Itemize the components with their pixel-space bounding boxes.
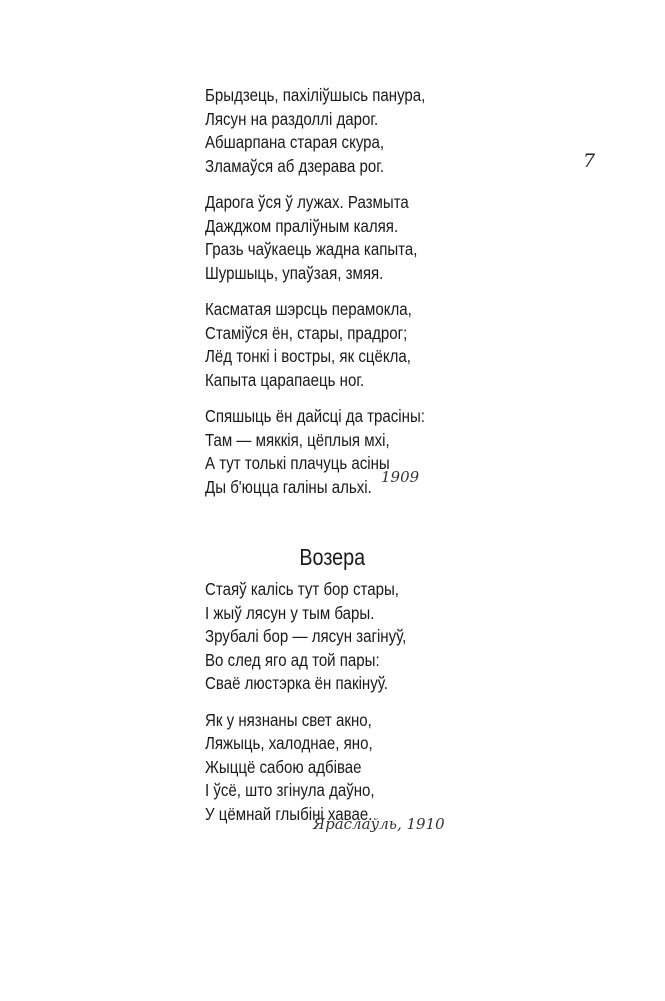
- verse-line: Ды б'юцца галіны альхі.: [205, 476, 372, 497]
- verse-line: Абшарпана старая скура,: [205, 132, 385, 152]
- verse-line: Дажджом праліўным каляя.: [205, 215, 399, 236]
- verse-line: Зрубалі бор — лясун загінуў,: [205, 626, 407, 646]
- poem-2-place-date: Яраслаўль, 1910: [313, 815, 445, 833]
- poem-1-date: 1909: [381, 468, 420, 486]
- verse-line: У цёмнай глыбіні хавае.: [205, 803, 373, 824]
- verse-line: Спяшыць ён дайсці да трасіны:: [205, 406, 425, 426]
- verse-line: Брыдзець, пахіліўшысь панура,: [205, 85, 426, 105]
- poem-1-stanza-3: [205, 298, 463, 392]
- verse-line: Капыта царапаець ног.: [205, 369, 365, 390]
- verse-line: Дарога ўся ў лужах. Размыта: [205, 192, 409, 212]
- verse-line: Шуршыць, упаўзая, змяя.: [205, 262, 384, 283]
- verse-line: Стаміўся ён, стары, прадрог;: [205, 322, 408, 343]
- verse-line: А тут толькі плачуць асіны: [205, 453, 390, 473]
- verse-line: Зламаўся аб дзерава рог.: [205, 155, 385, 176]
- verse-line: Сваё люстэрка ён пакінуў.: [205, 673, 388, 693]
- verse-line: Стаяў калісь тут бор стары,: [205, 579, 399, 599]
- verse-line: Ляжыць, халоднае, яно,: [205, 733, 373, 753]
- verse-line: Лясун на раздоллі дарог.: [205, 108, 379, 129]
- verse-line: І жыў лясун у тым бары.: [205, 602, 375, 623]
- poem-2-title-text: Возера: [299, 544, 366, 570]
- verse-line: Лёд тонкі і востры, як сцёкла,: [205, 346, 411, 366]
- verse-line: Гразь чаўкаець жадна капыта,: [205, 239, 418, 259]
- verse-line: Во след яго ад той пары:: [205, 649, 380, 670]
- poem-2-body: [205, 578, 463, 826]
- verse-line: Жыццё сабою адбівае: [205, 756, 362, 777]
- poem-1-body: [205, 84, 463, 499]
- page-number: 7: [583, 150, 596, 172]
- poem-1-stanza-1: [205, 84, 463, 178]
- poem-1-stanza-2: [205, 191, 463, 285]
- verse-line: Як у нязнаны свет акно,: [205, 709, 372, 730]
- poem-1-stanza-4: [205, 405, 463, 499]
- poem-2-stanza-1: [205, 578, 463, 696]
- verse-line: І ўсё, што згінула даўно,: [205, 780, 375, 800]
- poem-2-stanza-2: [205, 709, 463, 827]
- verse-line: Там — мяккія, цёплыя мхі,: [205, 429, 390, 450]
- verse-line: Касматая шэрсць перамокла,: [205, 299, 412, 319]
- poem-2-title: [0, 543, 665, 571]
